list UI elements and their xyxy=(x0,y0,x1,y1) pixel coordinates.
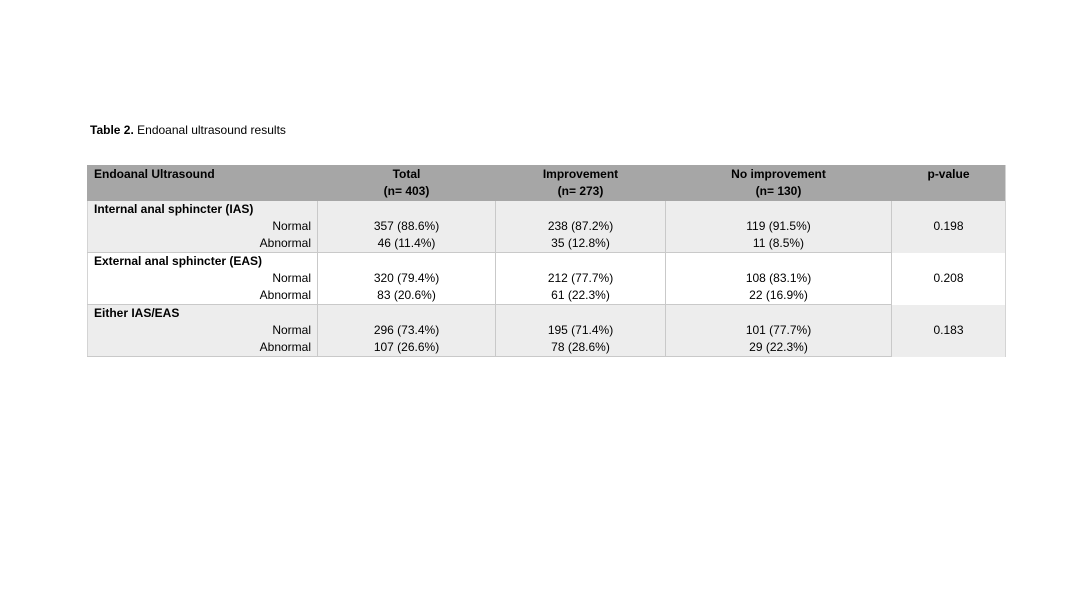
header-total xyxy=(318,165,496,201)
group-title-row xyxy=(88,253,1006,271)
cell-p-value: 0.198 xyxy=(892,218,1006,253)
table-row xyxy=(88,270,1006,287)
cell-improvement: 78 (28.6%) xyxy=(496,339,666,357)
group-title: External anal sphincter (EAS) xyxy=(88,253,318,271)
table-row xyxy=(88,339,1006,357)
header-improvement xyxy=(496,165,666,201)
cell-no-improvement: 101 (77.7%) xyxy=(666,322,892,339)
cell-total: 83 (20.6%) xyxy=(318,287,496,305)
group-title: Internal anal sphincter (IAS) xyxy=(88,201,318,218)
header-sample-size: (n= 403) xyxy=(383,184,430,198)
header-label: Total xyxy=(392,167,421,181)
cell-improvement: 195 (71.4%) xyxy=(496,322,666,339)
header-label: Endoanal Ultrasound xyxy=(94,167,215,181)
row-label: Normal xyxy=(88,218,318,235)
cell-total: 320 (79.4%) xyxy=(318,270,496,287)
table-group-either xyxy=(88,305,1006,357)
cell-improvement: 61 (22.3%) xyxy=(496,287,666,305)
group-title-row xyxy=(88,305,1006,323)
header-sample-size: (n= 273) xyxy=(557,184,604,198)
cell-improvement: 212 (77.7%) xyxy=(496,270,666,287)
header-no-improvement xyxy=(666,165,892,201)
cell-total: 107 (26.6%) xyxy=(318,339,496,357)
table-row xyxy=(88,218,1006,235)
cell-total: 46 (11.4%) xyxy=(318,235,496,253)
table-group-ias xyxy=(88,201,1006,253)
header-label: No improvement xyxy=(731,167,826,181)
cell-no-improvement: 29 (22.3%) xyxy=(666,339,892,357)
cell-no-improvement: 22 (16.9%) xyxy=(666,287,892,305)
header-label: p-value xyxy=(927,167,970,181)
row-label: Abnormal xyxy=(88,287,318,305)
row-label: Normal xyxy=(88,322,318,339)
header-row xyxy=(88,165,1006,201)
cell-p-value: 0.208 xyxy=(892,270,1006,305)
table-row xyxy=(88,322,1006,339)
group-title: Either IAS/EAS xyxy=(88,305,318,323)
results-table xyxy=(87,165,1006,357)
header-p-value xyxy=(892,165,1006,201)
cell-no-improvement: 11 (8.5%) xyxy=(666,235,892,253)
table-caption xyxy=(90,122,286,138)
cell-total: 296 (73.4%) xyxy=(318,322,496,339)
group-title-row xyxy=(88,201,1006,218)
cell-p-value: 0.183 xyxy=(892,322,1006,357)
row-label: Abnormal xyxy=(88,339,318,357)
table-row xyxy=(88,287,1006,305)
cell-no-improvement: 119 (91.5%) xyxy=(666,218,892,235)
row-label: Abnormal xyxy=(88,235,318,253)
header-endoanal-ultrasound xyxy=(88,165,318,201)
cell-improvement: 238 (87.2%) xyxy=(496,218,666,235)
header-sample-size: (n= 130) xyxy=(755,184,802,198)
header-label: Improvement xyxy=(542,167,619,181)
cell-improvement: 35 (12.8%) xyxy=(496,235,666,253)
row-label: Normal xyxy=(88,270,318,287)
table-caption-label: Table 2. xyxy=(90,123,134,137)
table-caption-text: Endoanal ultrasound results xyxy=(137,123,286,137)
cell-no-improvement: 108 (83.1%) xyxy=(666,270,892,287)
table-row xyxy=(88,235,1006,253)
table-header xyxy=(88,165,1006,201)
cell-total: 357 (88.6%) xyxy=(318,218,496,235)
table-group-eas xyxy=(88,253,1006,305)
